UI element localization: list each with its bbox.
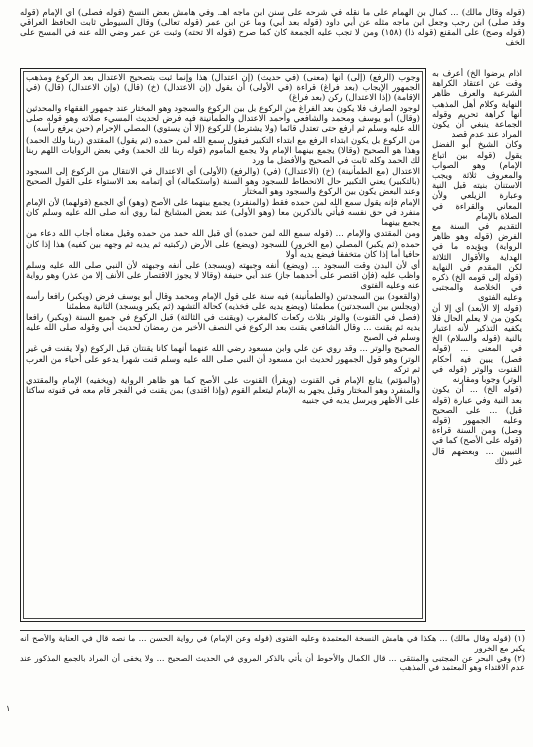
main-paragraph: (والمؤتم) يتابع الإمام في القنوت (ويقرأ) القنوت على الأصح كما هو ظاهر الرواية (ويخفيه) الإمام والمقتدي والمنفرد وهو المختار وقيل يجهر به الإمام ليتعلم القوم (وإذا اقتدى) بمن يقنت في الفجر قام معه في قنوته ساكتا على الأظهر ويرسل يديه في جنبيه (26, 375, 420, 406)
footnote-divider (20, 630, 525, 631)
main-paragraph: الصحيح والوتر ... وقد روي عن علي وابن مسعود رضي الله عنهما أنهما كانا يقنتان قبل الركوع (ولا يقنت في غير الوتر) وهو قول الجمهور لحديث ابن مسعود أن النبي صلى الله عليه وسلم قنت شهرا يدعو على أحياء من العرب ثم تركه (26, 344, 420, 375)
main-paragraph: وجوب (الرفع) (إلى) أنها (معنى) (في حديث) (إن اعتدال) هذا وإنما ثبت بتصحيح الاعتدال بعد الركوع ومذهب الجمهور الإيجاب (بعد فراغ) قراءة (في الأولى) أن يقول (إن الاعتدال) (خ) (قال) (وإن الاعتدال) (قال) (في الإقامة) (إذا الاعتدال) ركن (بعد فراغ) (26, 73, 420, 104)
footnote: (٢) وفي البحر عن المجتبى والمنتقى ... قال الكمال والأحوط أن يأتي بالذكر المروي في الحديث الصحيح ... ولا يخفى أن المراد بالجمع المذكور عند عدم الاقتداء وهو المعتمد في المذهب (20, 652, 525, 673)
footnote: (١) (قوله وقال مالك) ... هكذا في هامش النسخة المعتمدة وعليه الفتوى (قوله وعن الإمام) في رواية الحسن ... ما نصه قال في العناية والأصح أنه يكبر مع الخرور (20, 634, 525, 653)
main-text (26, 73, 420, 615)
footer-mark: ١ (6, 704, 11, 713)
margin-paragraph: اذام يرضوا الخ) أعرف به وقت عن اعتقاد الكراهة الشرعية والعرف ظاهر النهاية وكلام أهل المذهب أنها كراهة تحريم وقوله الجماعة ينبغي أن يكون المراد عند عدم قصد (432, 68, 522, 140)
main-paragraph: الاعتدال (مع الطمأنينة) (خ) (الاعتدال) (في) (والرفع) (الأولى) أي الاعتدال في الانتقال من الركوع إلى السجود (بالتكبير) يعني التكبير حال الانحطاط للسجود وهو السنة (واستكماله) أي إتمامه بعد الاستواء على القول الصحيح وعند البعض يكون بين الركوع والسجود وهو المختار (26, 166, 420, 198)
margin-paragraph: التقديم في السنة مع الفرض (قوله وهو ظاهر الرواية) ويؤيده ما في الهداية والأقوال الثلاثة لكن المقدم في النهاية (قوله إلى قومه الخ) ذكره في الخلاصة والمجتبى وعليه الفتوى (432, 221, 522, 303)
page-body (20, 68, 520, 624)
main-paragraph: أي لأن البدن وقت السجود ... (ويضع) أنفه وجبهته (ويسجد) على أنفه وجبهته لأن النبي صلى الله عليه وسلم واظب عليه (فإن اقتصر على أحدهما جاز) عند أبي حنيفة (وقالا لا يجوز الاقتصار على الأنف إلا من عذر) وهو رواية عنه وعليه الفتوى (26, 260, 420, 291)
main-paragraph: الإمام فإنه يقول سمع الله لمن حمده فقط (والمنفرد) يجمع بينهما على الأصح (وهو) أي الجمع (قولهما) لأن الإمام منفرد في حق نفسه فيأتي بالذكرين معا (وهو الأولى) عند بعض المشايخ لما روي أنه صلى الله عليه وسلم كان يجمع بينهما (26, 198, 420, 229)
margin-commentary (432, 68, 522, 624)
main-paragraph: ومن المقتدي والإمام ... (قوله سمع الله لمن حمده) أي قبل الله حمد من حمده وقيل معناه أجاب الله دعاء من حمده (ثم يكبر) المصلي (مع الخرور) للسجود (ويضع) على الأرض (ركبتيه ثم يديه ثم وجهه بين كفيه) هذا إذا كان حافيا أما إذا كان متخففا فيضع يديه أولا (26, 229, 420, 260)
margin-paragraph: (قوله إلا الأبعد) أي إلا أن يكون من لا يعلم الحال فلا يكفيه التذكير لأنه اعتبار بالنية (قوله والسلام) الخ في المعنى ... (قوله فصل) يبين فيه أحكام القنوت والوتر (قوله في الوتر) وجوبا ومقارنه (432, 302, 522, 385)
main-paragraph: (فصل في القنوت) والوتر بثلاث ركعات كالمغرب (ويقنت في الثالثة) قبل الركوع في جميع السنة (ويكبر) رافعا يديه ثم يقنت ... وقال الشافعي يقنت بعد الركوع في النصف الأخير من رمضان لحديث أبي وقوله صلى الله عليه وسلم في الصبح (26, 313, 420, 344)
main-paragraph: من الركوع بل يكون ابتداء الرفع مع ابتداء التكبير فيقول سمع الله لمن حمده (ثم يقول) المقتدي (ربنا ولك الحمد) وهذا هو الصحيح (وقالا) يجمع بينهما الإمام ولا يجمع المأموم (قوله ربنا لك الحمد) وفي بعض الروايات اللهم ربنا لك الحمد وكله ثابت في الصحيح والأفضل ما ورد (26, 135, 420, 166)
page-header-text (20, 8, 525, 68)
margin-paragraph: وكان الشيخ أبو الفضل يقول (قوله بين اتباع الإمام) وهو الصواب والمعروف ثلاثة ويجب الاستنان بنيته قبل النية وعبارة الزيلعي ولأن المعاني والقراءة في الصلاة بالإمام (432, 139, 522, 221)
main-paragraph: لوجود الصارف فلا يكون بعد الفراغ من الركوع بل بين الركوع والسجود وهو المختار عند جمهور الفقهاء والمحدثين (وقال) أبو يوسف ومحمد والشافعي وأحمد الاعتدال والطمأنينة فيه فرض لحديث المسيء صلاته وهو قوله صلى الله عليه وسلم ثم ارفع حتى تعتدل قائما (ولا يشترط) للركوع (إلا أن يستوي) المصلي الإحرام (حين يرفع رأسه) (26, 104, 420, 135)
footnotes (20, 634, 525, 702)
main-paragraph: (والقعود) بين السجدتين (والطمأنينة) فيه سنة على قول الإمام ومحمد وقال أبو يوسف فرض (ويكبر) رافعا رأسه (ويجلس بين السجدتين) مطمئنا (ويضع يديه على فخذيه) كحالة التشهد (ثم يكبر ويسجد) الثانية مطمئنا (26, 291, 420, 313)
margin-paragraph: (قوله الخ) ... أن يكون بعد النية وفي عبارة (قوله قبل) ... على الصحيح وعليه الجمهور (قوله وصل) ومن السنة قراءة (قوله على الأصح) كما في التبيين ... وبعضهم قال غير ذلك (432, 384, 522, 466)
header-line: (قوله وقال مالك) ... كمال بن الهمام على ما نقله في شرحه على سنن ابن ماجه اهـ. وفي هامش بعض النسخ (قوله فصلى) أي الإمام (قوله وقد صلى) ابن رجب وجعل ابن ماجه مثله عن أبي داود (قوله بعد أبي) وما عن ابن عمر (قوله تعالى) وقال السيوطي ثابت الحافظ العراقي (قوله وصح) على المقنع (قوله ذا) (١٥٨) ومن لا تجب عليه الجمعة كان كما صرح (قوله الا تحته) وثبت عن عمر وضي الله عنه في المسح على الخف (20, 8, 525, 48)
